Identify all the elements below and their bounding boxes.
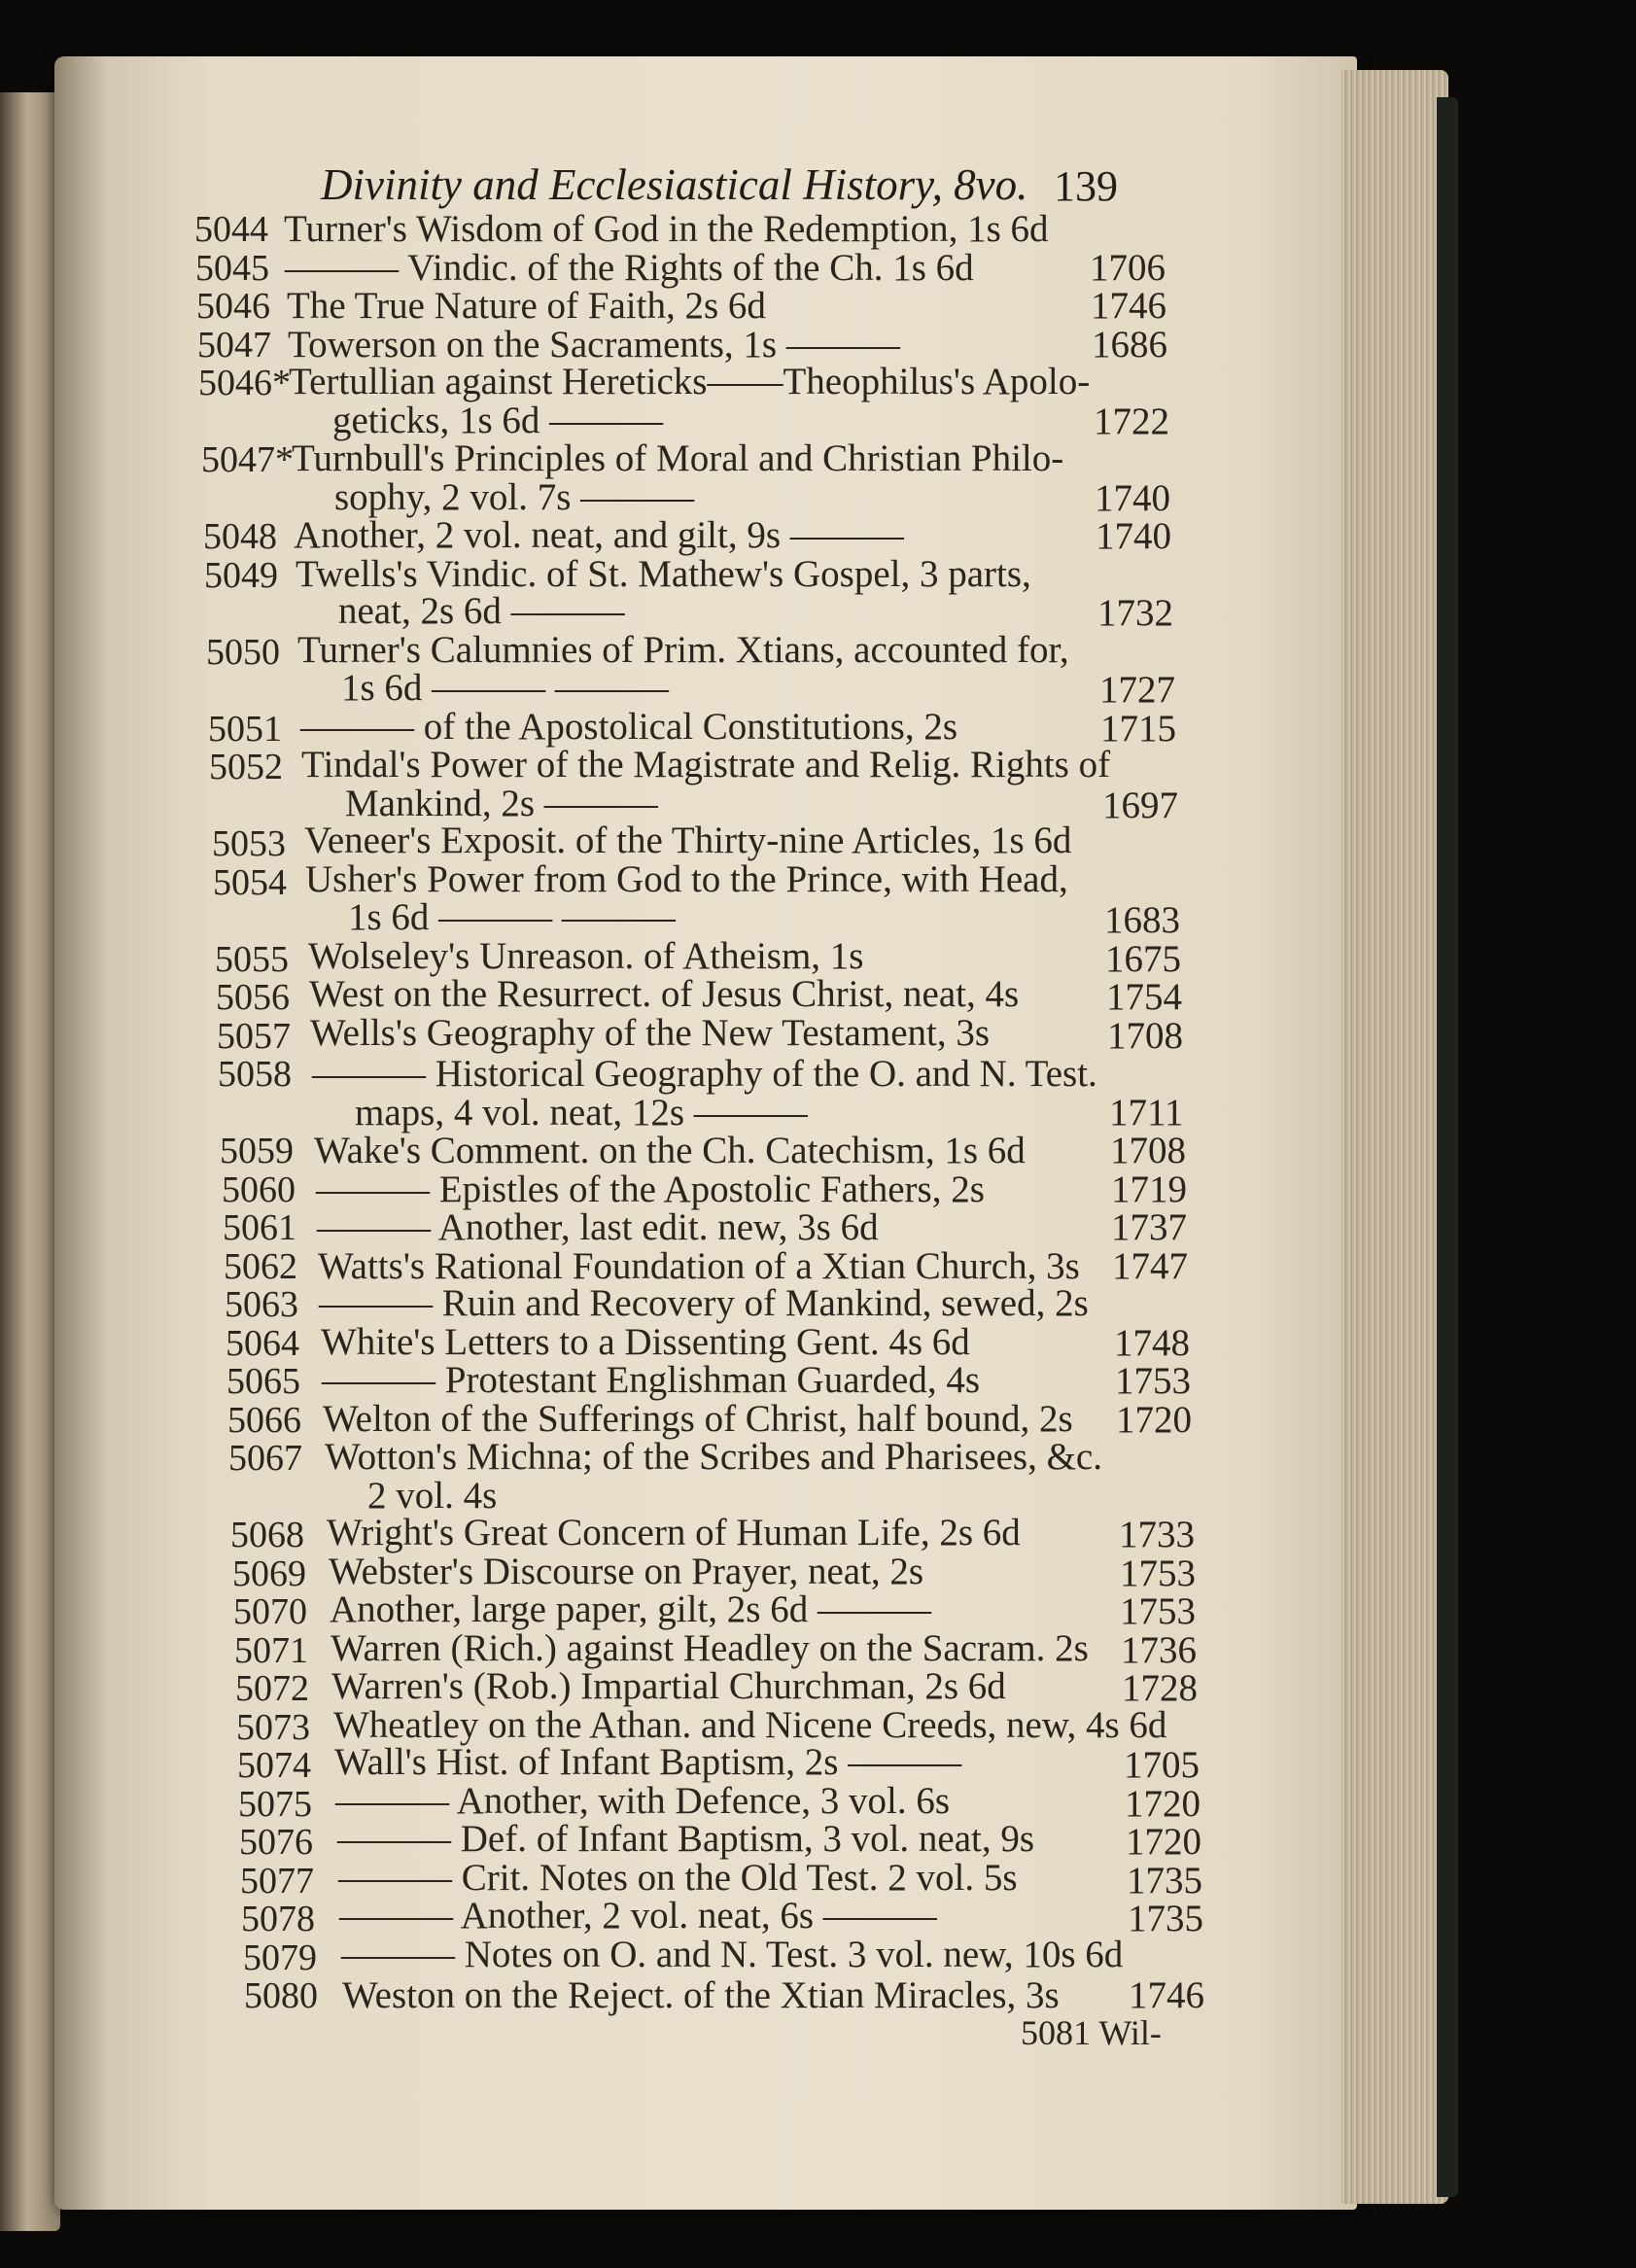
entry-description: Turner's Calumnies of Prim. Xtians, accounted for, — [297, 629, 1069, 671]
entry-number: 5075 — [238, 1784, 312, 1825]
catalog-entry — [0, 1588, 1636, 1632]
entry-year: 1754 — [1106, 976, 1182, 1018]
entry-number: 5073 — [236, 1707, 310, 1748]
catalog-entry — [0, 1361, 1636, 1402]
entry-description: ——— Epistles of the Apostolic Fathers, 2s — [316, 1169, 985, 1210]
entry-number: 5045 — [195, 248, 269, 289]
catalog-entry — [0, 401, 1636, 442]
catalog-entry — [0, 1207, 1636, 1248]
entry-description: Warren (Rich.) against Headley on the Sacram. 2s — [331, 1627, 1089, 1669]
entry-description: ——— Historical Geography of the O. and N. Test. — [312, 1053, 1097, 1095]
entry-description: Usher's Power from God to the Prince, with Head, — [305, 858, 1068, 900]
entry-number: 5050 — [206, 632, 280, 673]
entry-description: Mankind, 2s ——— — [345, 783, 658, 824]
entry-year: 1711 — [1109, 1092, 1184, 1134]
entry-description: ——— Another, 2 vol. neat, 6s ——— — [339, 1895, 937, 1937]
entry-description: White's Letters to a Dissenting Gent. 4s 6d — [321, 1321, 970, 1363]
entry-description: Warren's (Rob.) Impartial Churchman, 2s 6d — [331, 1665, 1006, 1707]
entry-description: Wolseley's Unreason. of Atheism, 1s — [308, 935, 864, 977]
entry-number: 5048 — [203, 516, 277, 557]
entry-number: 5059 — [220, 1131, 294, 1171]
catalog-entry — [0, 248, 1636, 289]
entry-description: maps, 4 vol. neat, 12s ——— — [355, 1092, 808, 1134]
entry-description: Another, large paper, gilt, 2s 6d ——— — [330, 1588, 931, 1630]
entry-description: Watts's Rational Foundation of a Xtian Church, 3s — [318, 1245, 1080, 1287]
catalog-entry — [0, 1246, 1636, 1287]
entry-number: 5052 — [209, 747, 283, 787]
entry-number: 5071 — [234, 1630, 308, 1671]
catalog-entry — [0, 1284, 1636, 1325]
entry-year: 1715 — [1100, 708, 1176, 750]
entry-number: 5057 — [217, 1016, 291, 1057]
entry-description: Tindal's Power of the Magistrate and Relig. Rights of — [301, 744, 1111, 785]
entry-number: 5055 — [215, 939, 289, 980]
entry-number: 5046 — [196, 286, 270, 327]
entry-year: 1736 — [1121, 1629, 1197, 1671]
page-number: 139 — [1054, 162, 1118, 210]
entry-description: Wheatley on the Athan. and Nicene Creeds, new, 4s 6d — [333, 1704, 1167, 1746]
entry-year: 1737 — [1111, 1206, 1187, 1248]
entry-year: 1735 — [1128, 1898, 1203, 1939]
catalog-entry — [0, 1975, 1636, 2016]
entry-number: 5046* — [198, 363, 291, 403]
entry-description: ——— Vindic. of the Rights of the Ch. 1s 6d — [285, 247, 974, 289]
entry-description: ——— of the Apostolical Constitutions, 2s — [300, 706, 958, 748]
entry-description: ——— Ruin and Recovery of Mankind, sewed, 2s — [319, 1282, 1089, 1324]
catalog-entry — [0, 590, 1636, 634]
entry-year: 1705 — [1124, 1744, 1200, 1786]
entry-number: 5068 — [230, 1515, 304, 1555]
entry-number: 5049 — [204, 555, 278, 596]
entry-year: 1720 — [1116, 1399, 1192, 1441]
catchword: 5081 Wil- — [1021, 2013, 1162, 2052]
entry-year: 1735 — [1127, 1860, 1202, 1902]
entry-description: ——— Crit. Notes on the Old Test. 2 vol. 5s — [338, 1857, 1018, 1899]
entry-number: 5047* — [201, 439, 294, 480]
entry-year: 1747 — [1112, 1245, 1188, 1287]
entry-description: Webster's Discourse on Prayer, neat, 2s — [329, 1551, 924, 1592]
catalog-entry — [0, 858, 1636, 903]
entry-year: 1740 — [1095, 477, 1170, 519]
entry-year: 1753 — [1115, 1360, 1191, 1402]
entry-description: 2 vol. 4s — [367, 1475, 498, 1517]
entry-description: Turner's Wisdom of God in the Redemption, 1s 6d — [284, 208, 1049, 250]
entry-number: 5044 — [194, 209, 268, 250]
entry-year: 1740 — [1096, 515, 1171, 557]
entry-year: 1708 — [1107, 1015, 1183, 1057]
entry-description: Welton of the Sufferings of Christ, half bound, 2s — [323, 1398, 1073, 1440]
entry-number: 5054 — [213, 862, 287, 903]
entry-number: 5074 — [237, 1745, 311, 1786]
entry-year: 1728 — [1122, 1667, 1198, 1709]
entry-year: 1720 — [1125, 1783, 1201, 1825]
entry-description: neat, 2s 6d ——— — [338, 590, 625, 632]
catalog-entry — [0, 667, 1636, 711]
entry-number: 5069 — [232, 1553, 306, 1594]
catalog-entry — [0, 744, 1636, 787]
entry-number: 5070 — [233, 1591, 307, 1632]
catalog-entry — [0, 363, 1636, 403]
entry-year: 1746 — [1091, 285, 1166, 327]
entry-year: 1748 — [1114, 1322, 1190, 1364]
entry-year: 1732 — [1097, 592, 1173, 634]
entry-description: 1s 6d ——— ——— — [348, 896, 676, 938]
entry-description: Wright's Great Concern of Human Life, 2s 6d — [327, 1512, 1021, 1553]
running-title: Divinity and Ecclesiastical History, 8vo. — [321, 160, 1028, 209]
entry-number: 5047 — [197, 325, 271, 366]
entry-number: 5077 — [240, 1861, 314, 1902]
catalog-entry — [0, 1054, 1636, 1095]
entry-description: geticks, 1s 6d ——— — [332, 400, 664, 441]
catalog-entry — [0, 1131, 1636, 1171]
catalog-entry — [0, 1438, 1636, 1479]
entry-description: ——— Another, last edit. new, 3s 6d — [317, 1206, 879, 1248]
catalog-entry — [0, 209, 1636, 250]
catalog-entry — [0, 1012, 1636, 1057]
entry-description: ——— Notes on O. and N. Test. 3 vol. new, 10s 6d — [341, 1934, 1124, 1975]
entry-description: Towerson on the Sacraments, 1s ——— — [288, 324, 900, 366]
entry-number: 5060 — [222, 1169, 296, 1210]
entry-year: 1753 — [1120, 1553, 1196, 1594]
catalog-entry — [0, 1093, 1636, 1134]
entry-number: 5080 — [244, 1975, 318, 2016]
catalog-entry — [0, 516, 1636, 557]
catalog-entry — [0, 286, 1636, 327]
entry-description: ——— Def. of Infant Baptism, 3 vol. neat, 9s — [337, 1818, 1035, 1860]
catalog-entry — [0, 1169, 1636, 1210]
entry-number: 5065 — [226, 1361, 300, 1402]
entry-year: 1697 — [1102, 785, 1178, 826]
entry-year: 1706 — [1090, 247, 1166, 289]
entry-number: 5066 — [227, 1400, 301, 1441]
entry-year: 1733 — [1119, 1514, 1195, 1555]
entry-description: Turnbull's Principles of Moral and Christian Philo- — [292, 437, 1064, 479]
entry-number: 5063 — [225, 1284, 298, 1325]
entry-description: sophy, 2 vol. 7s ——— — [334, 476, 695, 518]
catalog-entry — [0, 1400, 1636, 1441]
entry-description: ——— Another, with Defence, 3 vol. 6s — [335, 1780, 951, 1822]
catalog-entry — [0, 1934, 1636, 1978]
entry-number: 5058 — [218, 1054, 292, 1095]
catalog-entry — [0, 629, 1636, 673]
entry-description: Veneer's Exposit. of the Thirty-nine Articles, 1s 6d — [304, 820, 1072, 861]
catalog-entry — [0, 1665, 1636, 1709]
entry-year: 1675 — [1105, 938, 1181, 980]
entry-number: 5051 — [208, 709, 282, 750]
entry-description: ——— Protestant Englishman Guarded, 4s — [322, 1359, 980, 1401]
catalog-entry — [0, 439, 1636, 480]
entry-description: Another, 2 vol. neat, and gilt, 9s ——— — [294, 514, 904, 556]
entry-number: 5061 — [223, 1207, 296, 1248]
catalog-entry — [0, 1512, 1636, 1555]
entry-number: 5064 — [226, 1323, 299, 1364]
catalog-entry — [0, 478, 1636, 519]
entry-description: Wotton's Michna; of the Scribes and Pharisees, &c. — [325, 1436, 1102, 1478]
entry-number: 5062 — [224, 1246, 297, 1287]
entry-year: 1727 — [1099, 669, 1175, 711]
entry-description: Wake's Comment. on the Ch. Catechism, 1s 6d — [314, 1130, 1026, 1171]
entry-year: 1746 — [1129, 1974, 1204, 2016]
entry-number: 5053 — [212, 823, 286, 864]
entry-year: 1719 — [1111, 1169, 1187, 1210]
entry-number: 5078 — [241, 1899, 315, 1939]
entry-description: Wall's Hist. of Infant Baptism, 2s ——— — [334, 1741, 962, 1783]
catalog-entry — [0, 1323, 1636, 1364]
entry-year: 1753 — [1120, 1590, 1196, 1632]
entry-description: 1s 6d ——— ——— — [341, 667, 669, 709]
entry-description: West on the Resurrect. of Jesus Christ, neat, 4s — [309, 973, 1020, 1015]
entry-number: 5079 — [243, 1937, 317, 1978]
entry-year: 1683 — [1104, 899, 1180, 941]
entry-year: 1686 — [1092, 324, 1167, 366]
catalog-entry — [0, 555, 1636, 596]
entry-description: Weston on the Reject. of the Xtian Miracles, 3s — [342, 1974, 1060, 2016]
entry-description: Wells's Geography of the New Testament, 3s — [310, 1012, 991, 1054]
entry-year: 1720 — [1126, 1821, 1201, 1863]
entry-number: 5056 — [216, 977, 290, 1018]
catalog-entry — [0, 325, 1636, 366]
entry-year: 1722 — [1094, 401, 1169, 442]
entry-description: The True Nature of Faith, 2s 6d — [287, 285, 766, 327]
entry-description: Twells's Vindic. of St. Mathew's Gospel, 3 parts, — [296, 553, 1031, 595]
entry-number: 5076 — [239, 1822, 313, 1863]
entry-number: 5067 — [228, 1438, 302, 1479]
entry-description: Tertullian against Hereticks——Theophilus's Apolo- — [289, 361, 1091, 402]
entry-number: 5072 — [235, 1668, 309, 1709]
entry-year: 1708 — [1110, 1130, 1186, 1171]
